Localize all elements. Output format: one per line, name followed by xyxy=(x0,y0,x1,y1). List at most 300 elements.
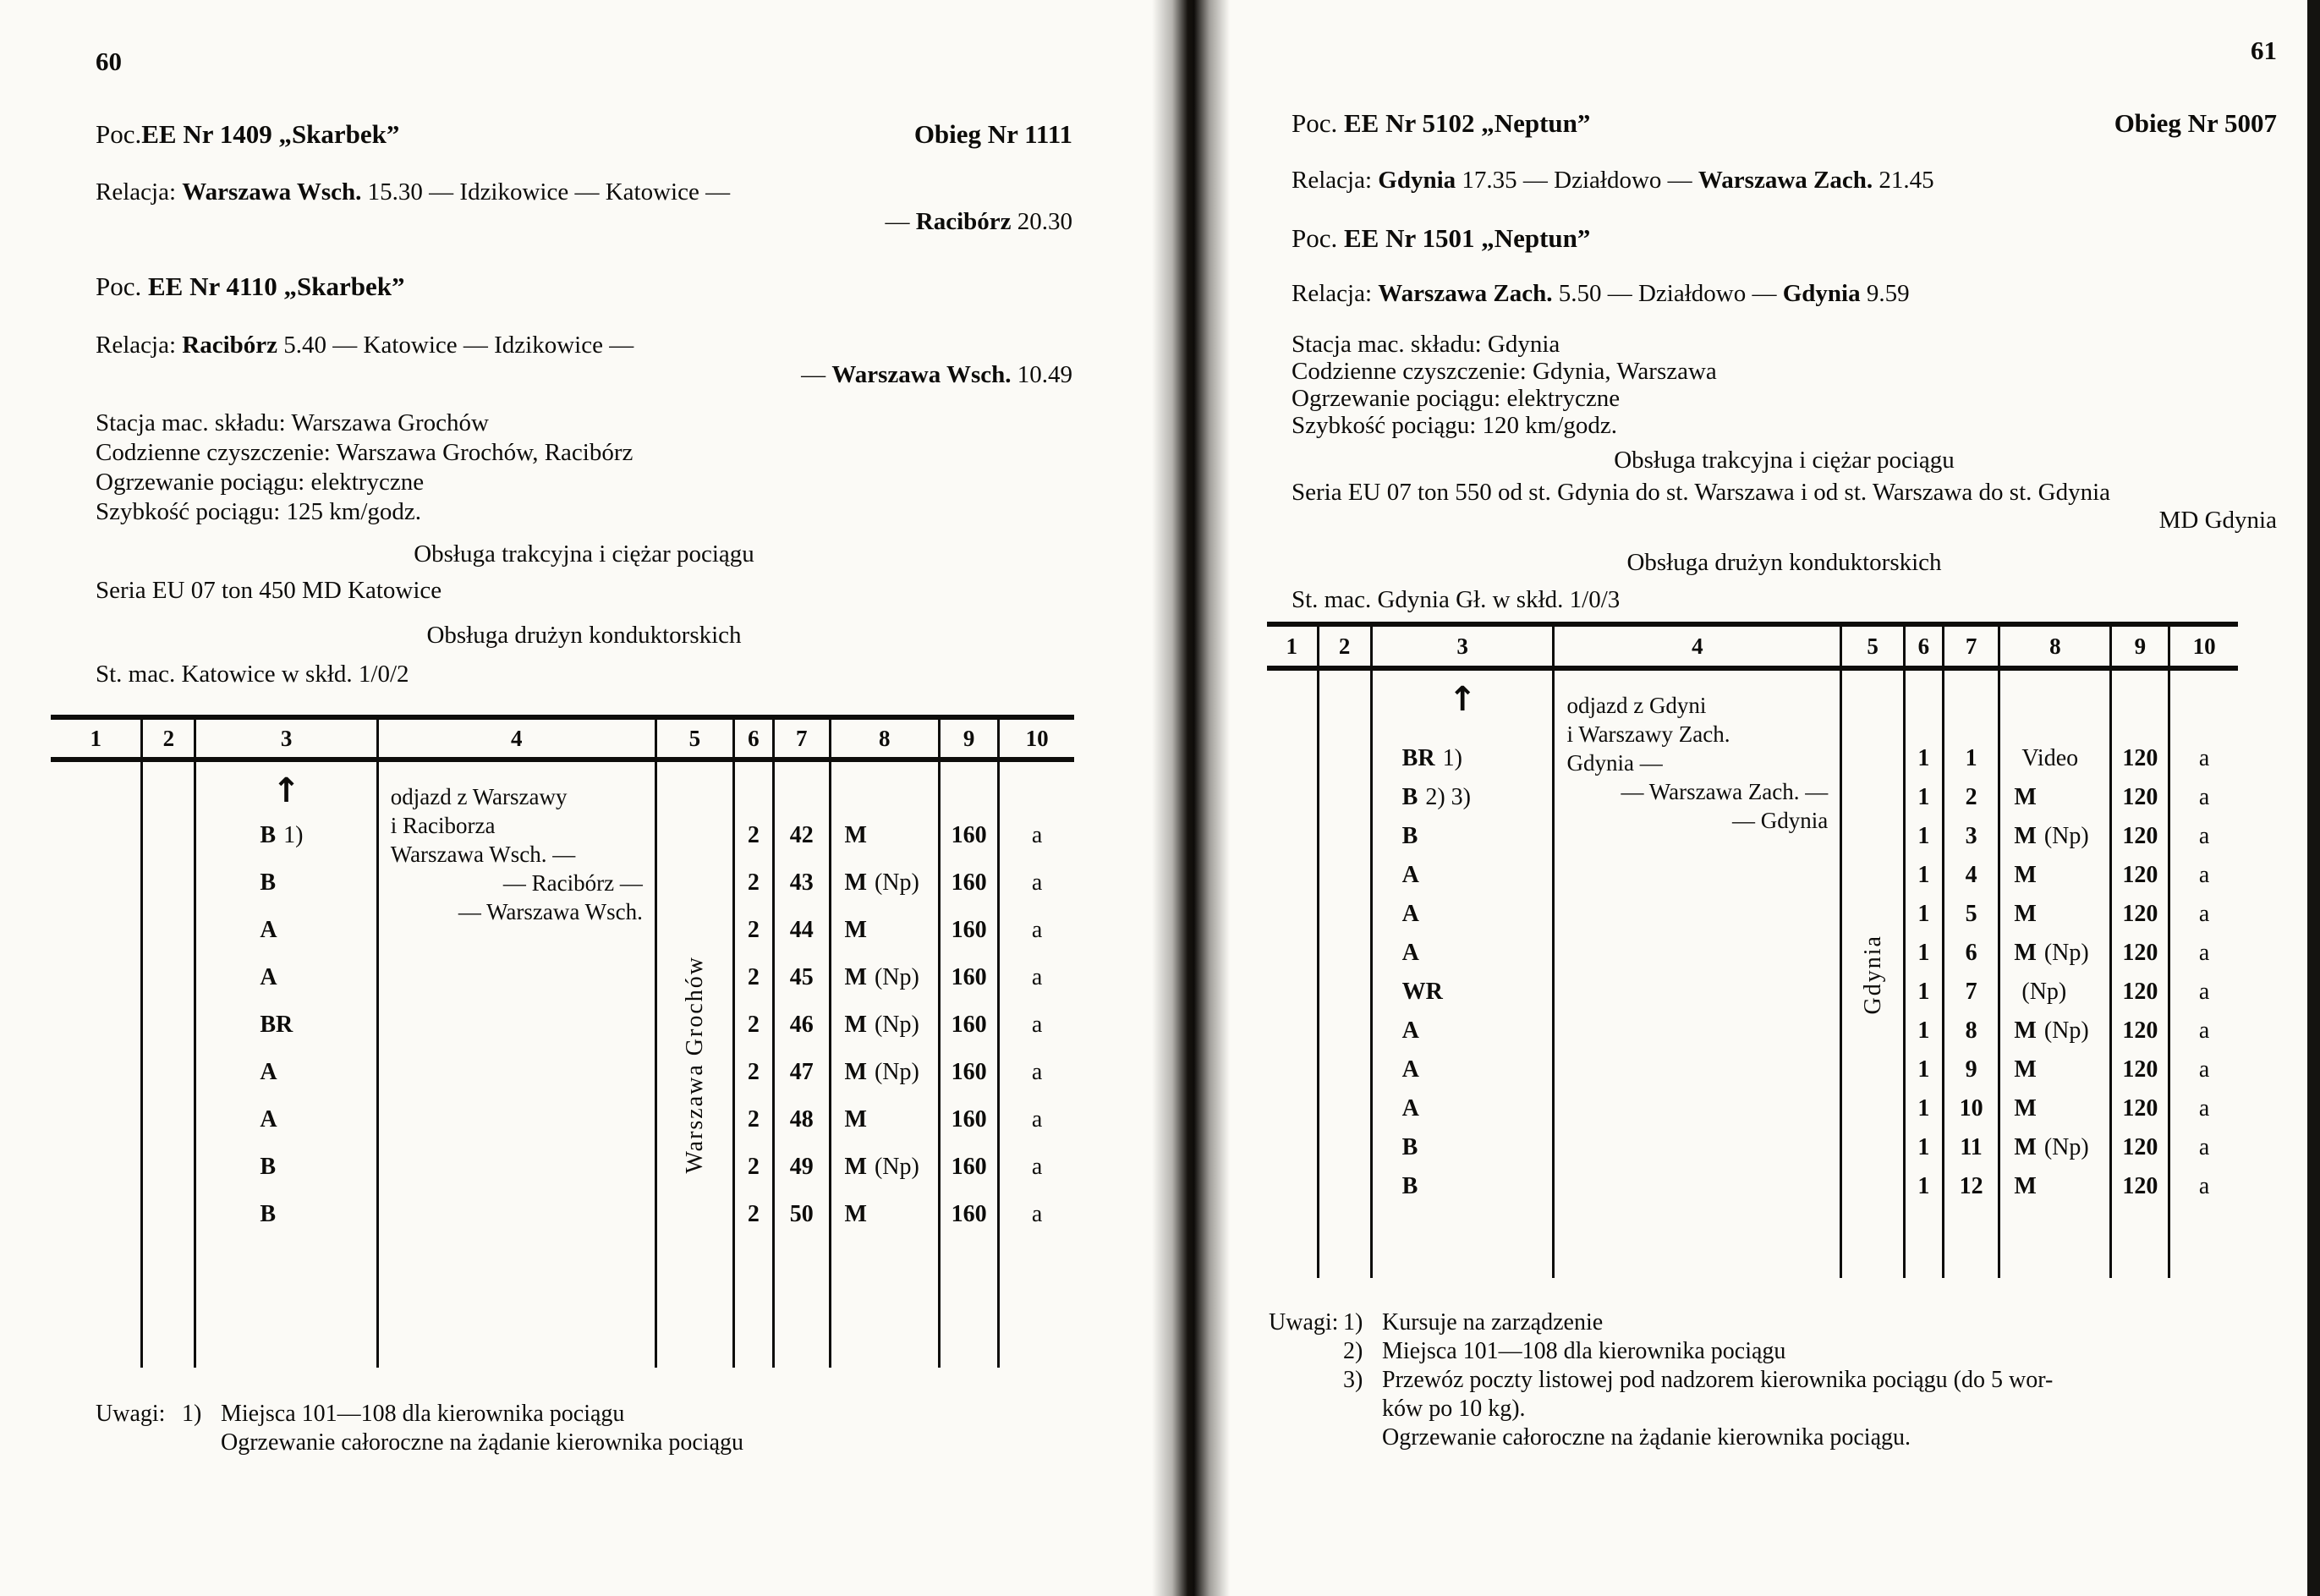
footnotes xyxy=(96,1400,1072,1457)
coach-row-label xyxy=(196,1095,376,1143)
coach-type: A xyxy=(1401,900,1419,927)
coach-class-mark: M xyxy=(844,869,867,896)
section-heading-conductors: Obsługa drużyn konduktorskich xyxy=(426,622,742,649)
service-info-line: Ogrzewanie pociągu: elektryczne xyxy=(96,469,425,496)
loco-series-line xyxy=(1292,479,2277,535)
coach-class-suffix: Video xyxy=(2021,744,2079,771)
service-info-line: Szybkość pociągu: 125 km/godz. xyxy=(96,498,422,525)
composition-table xyxy=(1267,622,2238,1278)
footnote-number: 1) xyxy=(182,1401,202,1427)
table-header-cell: 4 xyxy=(1552,627,1840,666)
table-cell: 1 xyxy=(1917,783,1930,810)
arrow-up-icon: ↑ xyxy=(1448,680,1477,719)
table-cell: a xyxy=(2198,1172,2210,1199)
table-cell xyxy=(2000,1050,2109,1089)
remark-line: — Warszawa Wsch. xyxy=(458,899,643,924)
route-origin: Racibórz xyxy=(182,332,278,359)
coach-class-suffix: (Np) xyxy=(2043,822,2089,849)
table-body xyxy=(51,762,1074,1368)
table-cell: 160 xyxy=(951,963,987,990)
coach-class-mark: M xyxy=(2014,1172,2037,1199)
remark-line: i Warszawy Zach. xyxy=(1566,721,1730,747)
table-cell xyxy=(831,1190,938,1237)
coach-class-suffix: (Np) xyxy=(874,1058,919,1085)
table-header-cell: 4 xyxy=(376,720,655,757)
table-cell: a xyxy=(1031,869,1043,896)
service-info-list xyxy=(1292,331,2277,439)
coach-type: BR xyxy=(1401,744,1435,771)
table-cell: 120 xyxy=(2122,900,2158,927)
loco-series-line: Seria EU 07 ton 450 MD Katowice xyxy=(96,577,442,604)
table-cell: 1 xyxy=(1917,1133,1930,1160)
table-cell xyxy=(831,1095,938,1143)
remark-line: — Warszawa Zach. — xyxy=(1621,779,1829,804)
remark-line: odjazd z Gdyni xyxy=(1566,693,1707,718)
table-cell: 120 xyxy=(2122,1133,2158,1160)
train-number-name: EE Nr 4110 „Skarbek” xyxy=(148,271,405,301)
footnote-row xyxy=(182,1429,743,1457)
footnote-row xyxy=(1343,1337,2053,1366)
coach-type: B xyxy=(1401,783,1418,810)
table-cell xyxy=(2000,738,2109,777)
coach-type: B xyxy=(260,869,277,896)
table-cell xyxy=(2000,1011,2109,1050)
loco-depot: MD Gdynia xyxy=(2158,507,2277,534)
table-cell xyxy=(831,811,938,858)
coach-class-mark: M xyxy=(2014,1017,2037,1044)
table-col-1 xyxy=(1267,671,1317,1278)
table-header-row xyxy=(51,715,1074,762)
route-label: Relacja: xyxy=(96,178,177,206)
train-prefix: Poc. xyxy=(96,119,142,149)
table-cell xyxy=(831,858,938,906)
table-cell xyxy=(2000,777,2109,816)
coach-type: A xyxy=(1401,1094,1419,1122)
page-61 xyxy=(1269,0,2277,1452)
remark-line: odjazd z Warszawy xyxy=(390,784,568,809)
table-cell: a xyxy=(1031,1153,1043,1180)
vertical-station-label: Gdynia xyxy=(1859,934,1886,1015)
coach-row-label xyxy=(1373,738,1553,777)
crew-station-line: St. mac. Gdynia Gł. w skłd. 1/0/3 xyxy=(1292,586,1621,613)
remark-line: Gdynia — xyxy=(1566,750,1663,776)
footnote-text: Miejsca 101—108 dla kierownika pociągu xyxy=(221,1401,625,1427)
crew-station-line: St. mac. Katowice w skłd. 1/0/2 xyxy=(96,661,409,688)
table-cell: a xyxy=(1031,1058,1043,1085)
footnote-row xyxy=(1343,1366,2053,1395)
route-via: 5.40 — Katowice — Idzikowice — xyxy=(283,332,634,359)
table-cell: a xyxy=(2198,744,2210,771)
footnote-number xyxy=(1343,1395,1382,1423)
coach-row-label xyxy=(1373,1011,1553,1050)
footnote-ref: 1) xyxy=(283,821,304,848)
table-cell: a xyxy=(2198,1133,2210,1160)
page-edge-shadow xyxy=(2307,0,2320,1596)
circulation-number: Obieg Nr 1111 xyxy=(913,119,1072,149)
table-col-9 xyxy=(938,762,997,1368)
table-header-cell: 2 xyxy=(140,720,194,757)
coach-class-mark: M xyxy=(2014,900,2037,927)
coach-class-suffix: (Np) xyxy=(874,869,919,896)
coach-row-label xyxy=(196,1143,376,1190)
footnote-number xyxy=(1343,1423,1382,1452)
table-header-cell: 9 xyxy=(2109,627,2168,666)
table-cell: 2 xyxy=(1965,783,1977,810)
footnote-text: Ogrzewanie całoroczne na żądanie kierownika pociągu xyxy=(221,1429,744,1456)
route-via: 17.35 — Działdowo — xyxy=(1462,167,1692,194)
table-header-cell: 9 xyxy=(938,720,997,757)
table-cell: a xyxy=(2198,900,2210,927)
service-info-line: Szybkość pociągu: 120 km/godz. xyxy=(1292,412,1618,439)
coach-class-mark: M xyxy=(844,1200,867,1227)
coach-class-mark: M xyxy=(844,963,867,990)
coach-class-mark: M xyxy=(844,916,867,943)
route-label: Relacja: xyxy=(1292,167,1373,194)
coach-class-mark: M xyxy=(2014,1056,2037,1083)
coach-type: B xyxy=(1401,1133,1418,1160)
table-cell: 5 xyxy=(1965,900,1977,927)
table-header-cell: 7 xyxy=(772,720,829,757)
section-heading-traction: Obsługa trakcyjna i ciężar pociągu xyxy=(414,540,754,568)
train-title xyxy=(1292,222,1590,254)
table-cell: 160 xyxy=(951,1011,987,1038)
table-header-cell: 8 xyxy=(829,720,938,757)
coach-type: A xyxy=(260,916,277,943)
table-cell: a xyxy=(2198,1056,2210,1083)
table-cell: 120 xyxy=(2122,978,2158,1005)
table-cell: 120 xyxy=(2122,1017,2158,1044)
route-via: 5.50 — Działdowo — xyxy=(1558,280,1777,307)
table-cell: a xyxy=(2198,1094,2210,1122)
table-cell: 120 xyxy=(2122,1094,2158,1122)
coach-type: A xyxy=(1401,1056,1419,1083)
coach-row-label xyxy=(196,1048,376,1095)
table-cell: 2 xyxy=(747,1153,760,1180)
table-header-cell: 10 xyxy=(2168,627,2238,666)
table-cell: 50 xyxy=(789,1200,814,1227)
table-cell: 2 xyxy=(747,1011,760,1038)
remark-line: Warszawa Wsch. — xyxy=(390,842,576,867)
coach-row-label xyxy=(1373,894,1553,933)
service-info-line: Ogrzewanie pociągu: elektryczne xyxy=(1292,385,1621,412)
route-origin: Warszawa Zach. xyxy=(1378,280,1553,307)
coach-type: B xyxy=(1401,1172,1418,1199)
footnote-row xyxy=(1343,1395,2053,1423)
train-header-row xyxy=(1292,107,2277,139)
table-cell: 2 xyxy=(747,1200,760,1227)
table-header-cell: 6 xyxy=(1903,627,1942,666)
route-arrival-time: 10.49 xyxy=(1017,361,1072,388)
table-cell xyxy=(831,1001,938,1048)
coach-type: A xyxy=(260,963,277,990)
train-number-name: EE Nr 1409 „Skarbek” xyxy=(141,119,400,149)
table-cell: 2 xyxy=(747,916,760,943)
route-origin: Warszawa Wsch. xyxy=(182,178,362,206)
book-binding-gutter xyxy=(1152,0,1230,1596)
table-col-5-station xyxy=(1840,671,1903,1278)
table-cell xyxy=(2000,972,2109,1011)
table-cell: a xyxy=(2198,861,2210,888)
table-cell: a xyxy=(1031,1011,1043,1038)
table-cell: 160 xyxy=(951,1105,987,1133)
route-label: Relacja: xyxy=(96,332,177,359)
coach-type: A xyxy=(1401,939,1419,966)
coach-class-suffix: (Np) xyxy=(874,963,919,990)
table-cell: 1 xyxy=(1917,822,1930,849)
footnote-number: 1) xyxy=(1343,1309,1363,1335)
train-number-name: EE Nr 5102 „Neptun” xyxy=(1344,108,1591,138)
coach-row-label xyxy=(196,811,376,858)
train-header-row xyxy=(1292,222,2277,254)
table-cell: 160 xyxy=(951,916,987,943)
coach-row-label xyxy=(1373,1127,1553,1166)
circulation-number: Obieg Nr 5007 xyxy=(2114,108,2277,138)
table-header-cell: 6 xyxy=(732,720,772,757)
coach-class-suffix: (Np) xyxy=(2043,1133,2089,1160)
table-col-7 xyxy=(1942,671,1999,1278)
footnotes-label: Uwagi: xyxy=(1269,1309,1339,1335)
coach-class-suffix: (Np) xyxy=(874,1011,919,1038)
footnote-number: 2) xyxy=(1343,1338,1363,1364)
footnotes-label: Uwagi: xyxy=(96,1401,166,1427)
page-number: 60 xyxy=(96,47,122,76)
route-arrival-time: 21.45 xyxy=(1878,167,1934,194)
coach-row-label xyxy=(1373,816,1553,855)
coach-class-suffix: (Np) xyxy=(2043,1017,2089,1044)
route-line xyxy=(96,178,1072,237)
table-cell: 2 xyxy=(747,869,760,896)
table-cell: 120 xyxy=(2122,1172,2158,1199)
table-header-cell: 3 xyxy=(1370,627,1553,666)
table-cell: 120 xyxy=(2122,822,2158,849)
table-col-10 xyxy=(2168,671,2238,1278)
table-col-9 xyxy=(2109,671,2168,1278)
footnote-number xyxy=(182,1429,221,1457)
table-cell: 160 xyxy=(951,1058,987,1085)
service-info-line: Codzienne czyszczenie: Gdynia, Warszawa xyxy=(1292,358,1717,385)
train-title xyxy=(1292,107,1590,139)
footnote-text: Przewóz poczty listowej pod nadzorem kierownika pociągu (do 5 wor- xyxy=(1382,1367,2054,1393)
coach-class-suffix: (Np) xyxy=(2021,978,2067,1005)
vertical-station-label: Warszawa Grochów xyxy=(681,956,708,1174)
table-cell: 10 xyxy=(1959,1094,1983,1122)
table-cell: 11 xyxy=(1960,1133,1983,1160)
table-cell: 48 xyxy=(789,1105,814,1133)
table-col-3-coach-types xyxy=(1370,671,1553,1278)
coach-class-mark: M xyxy=(2014,1133,2037,1160)
table-header-cell: 8 xyxy=(1998,627,2109,666)
table-cell: 43 xyxy=(789,869,814,896)
table-cell: 4 xyxy=(1965,861,1977,888)
coach-row-label xyxy=(196,906,376,953)
table-cell: 1 xyxy=(1917,1017,1930,1044)
table-cell: a xyxy=(2198,1017,2210,1044)
route-arrival-time: 9.59 xyxy=(1866,280,1910,307)
coach-row-label xyxy=(1373,777,1553,816)
route-dash: — xyxy=(801,361,826,388)
remark-line: — Gdynia xyxy=(1732,808,1829,833)
table-header-cell: 1 xyxy=(90,725,101,751)
coach-class-mark: M xyxy=(2014,939,2037,966)
coach-row-label xyxy=(196,1001,376,1048)
table-cell: 120 xyxy=(2122,939,2158,966)
coach-row-label xyxy=(1373,1089,1553,1127)
train-header-row xyxy=(96,271,1072,302)
table-cell xyxy=(2000,933,2109,972)
table-col-10 xyxy=(997,762,1074,1368)
table-cell: 47 xyxy=(789,1058,814,1085)
route-line xyxy=(96,331,1072,390)
coach-class-mark: M xyxy=(844,1105,867,1133)
footnote-text: Miejsca 101—108 dla kierownika pociągu xyxy=(1382,1338,1786,1364)
table-cell: 1 xyxy=(1917,978,1930,1005)
footnote-row xyxy=(182,1400,743,1429)
coach-type: A xyxy=(260,1105,277,1133)
footnote-ref: 1) xyxy=(1442,744,1462,771)
table-col-7 xyxy=(772,762,829,1368)
table-cell: 8 xyxy=(1965,1017,1977,1044)
coach-row-label xyxy=(1373,933,1553,972)
table-cell: 1 xyxy=(1917,900,1930,927)
table-header-cell: 2 xyxy=(1317,627,1370,666)
coach-row-label xyxy=(196,953,376,1001)
table-cell: 1 xyxy=(1965,744,1977,771)
table-cell xyxy=(2000,1127,2109,1166)
coach-class-mark: M xyxy=(2014,783,2037,810)
table-cell: 160 xyxy=(951,1200,987,1227)
coach-row-label xyxy=(196,858,376,906)
route-destination: Racibórz xyxy=(915,208,1012,235)
table-header-cell: 7 xyxy=(1942,627,1999,666)
train-title xyxy=(96,271,404,302)
table-cell: 6 xyxy=(1965,939,1977,966)
coach-class-mark: M xyxy=(2014,861,2037,888)
table-cell: 1 xyxy=(1917,744,1930,771)
table-cell xyxy=(831,1048,938,1095)
coach-class-mark: M xyxy=(844,1011,867,1038)
route-dash: — xyxy=(885,208,910,235)
loco-series-text: Seria EU 07 ton 550 od st. Gdynia do st. Warszawa i od st. Warszawa do st. Gdynia xyxy=(1292,479,2111,506)
coach-type: B xyxy=(1401,822,1418,849)
coach-row-label xyxy=(1373,1166,1553,1205)
route-arrival-time: 20.30 xyxy=(1017,208,1072,235)
table-col-4-remarks xyxy=(1552,671,1840,1278)
coach-class-mark: M xyxy=(844,821,867,848)
coach-type: A xyxy=(1401,861,1419,888)
table-cell xyxy=(2000,894,2109,933)
table-col-2 xyxy=(1317,671,1370,1278)
table-cell xyxy=(2000,816,2109,855)
table-header-cell: 3 xyxy=(194,720,376,757)
table-cell: a xyxy=(2198,822,2210,849)
table-cell: 1 xyxy=(1917,1172,1930,1199)
coach-type: B xyxy=(260,1200,277,1227)
table-cell: 1 xyxy=(1917,861,1930,888)
coach-type: B xyxy=(260,1153,277,1180)
table-cell xyxy=(2000,855,2109,894)
table-col-6 xyxy=(1903,671,1942,1278)
table-col-5-station xyxy=(655,762,732,1368)
train-prefix: Poc. xyxy=(1292,108,1338,138)
table-header-row xyxy=(1267,622,2238,671)
service-info-line: Stacja mac. składu: Warszawa Grochów xyxy=(96,409,489,436)
section-heading-conductors: Obsługa drużyn konduktorskich xyxy=(1626,549,1942,576)
route-line xyxy=(1292,166,2277,195)
remark-line: — Racibórz — xyxy=(502,870,643,896)
table-cell: 1 xyxy=(1917,1056,1930,1083)
table-cell: 160 xyxy=(951,869,987,896)
table-cell: 3 xyxy=(1965,822,1977,849)
table-cell: 45 xyxy=(789,963,814,990)
table-cell xyxy=(831,953,938,1001)
table-cell: 2 xyxy=(747,821,760,848)
footnotes xyxy=(1269,1308,2277,1452)
table-body xyxy=(1267,671,2238,1278)
table-cell: a xyxy=(1031,821,1043,848)
table-col-6 xyxy=(732,762,772,1368)
coach-type: A xyxy=(1401,1017,1419,1044)
coach-type: A xyxy=(260,1058,277,1085)
table-col-3-coach-types xyxy=(194,762,376,1368)
table-col-1 xyxy=(51,762,140,1368)
table-cell: 160 xyxy=(951,1153,987,1180)
table-cell xyxy=(2000,1166,2109,1205)
footnote-ref: 2) 3) xyxy=(1425,783,1472,810)
route-origin: Gdynia xyxy=(1378,167,1456,194)
coach-row-label xyxy=(1373,972,1553,1011)
table-cell: 2 xyxy=(747,1058,760,1085)
table-header-cell: 10 xyxy=(997,720,1074,757)
train-prefix: Poc. xyxy=(1292,223,1338,253)
coach-class-mark: M xyxy=(844,1153,867,1180)
route-destination: Gdynia xyxy=(1782,280,1861,307)
table-cell: 46 xyxy=(789,1011,814,1038)
table-cell: 9 xyxy=(1965,1056,1977,1083)
table-col-4-remarks xyxy=(376,762,655,1368)
coach-class-mark: M xyxy=(844,1058,867,1085)
route-destination: Warszawa Wsch. xyxy=(831,361,1012,388)
service-info-line: Stacja mac. składu: Gdynia xyxy=(1292,331,1560,358)
footnote-text: Ogrzewanie całoroczne na żądanie kierownika pociągu. xyxy=(1382,1424,1911,1451)
train-prefix: Poc. xyxy=(96,271,142,301)
table-col-8 xyxy=(1998,671,2109,1278)
table-header-cell: 5 xyxy=(1840,627,1903,666)
coach-class-mark: M xyxy=(2014,822,2037,849)
section-heading-traction: Obsługa trakcyjna i ciężar pociągu xyxy=(1614,447,1955,474)
table-cell: 120 xyxy=(2122,1056,2158,1083)
composition-table xyxy=(51,715,1074,1368)
table-header-cell: 1 xyxy=(1286,633,1298,659)
coach-row-label xyxy=(1373,1050,1553,1089)
table-cell: 12 xyxy=(1959,1172,1983,1199)
coach-row-label xyxy=(196,1190,376,1237)
table-cell xyxy=(2000,1089,2109,1127)
table-cell: a xyxy=(1031,1105,1043,1133)
page-60 xyxy=(90,0,1072,1457)
table-cell xyxy=(831,906,938,953)
table-cell: 120 xyxy=(2122,783,2158,810)
table-cell: 1 xyxy=(1917,939,1930,966)
route-line xyxy=(1292,279,2277,309)
table-col-2 xyxy=(140,762,194,1368)
table-cell: a xyxy=(2198,939,2210,966)
table-cell: 1 xyxy=(1917,1094,1930,1122)
table-cell: a xyxy=(2198,978,2210,1005)
table-cell: 44 xyxy=(789,916,814,943)
service-info-list xyxy=(96,409,1072,527)
coach-class-suffix: (Np) xyxy=(2043,939,2089,966)
table-cell: a xyxy=(1031,963,1043,990)
